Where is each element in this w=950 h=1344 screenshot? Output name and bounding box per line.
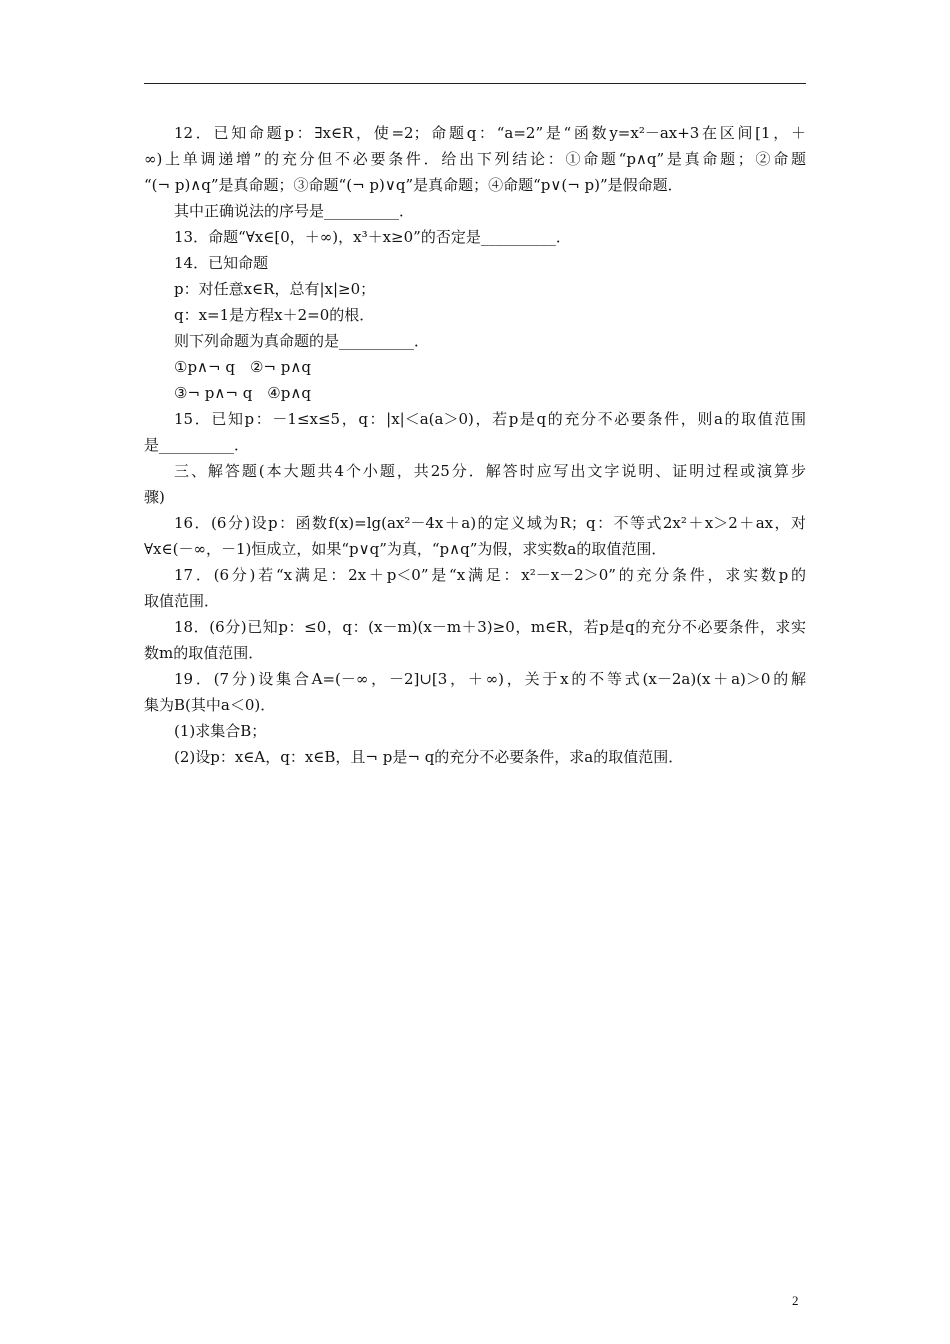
- page-number: 2: [792, 1293, 799, 1308]
- q12-line-2: ∞)上单调递增”的充分但不必要条件．给出下列结论：①命题“p∧q”是真命题；②命题: [144, 150, 806, 168]
- q14-options-2: ③¬ p∧¬ q ④p∧q: [174, 384, 311, 402]
- q19-line-2: 集为B(其中a＜0)．: [144, 696, 276, 714]
- q12-line-1: 12．已知命题p：∃x∈R，使=2；命题q：“a=2”是“函数y=x²－ax+3在区间[1，＋: [174, 124, 806, 142]
- section-heading-line-2: 骤): [144, 488, 165, 506]
- document-body: [144, 120, 806, 770]
- q16-line-2: ∀x∈(－∞，－1)恒成立，如果“p∨q”为真，“p∧q”为假，求实数a的取值范围．: [144, 540, 667, 558]
- q18-line-2: 数m的取值范围．: [144, 644, 264, 662]
- q14-line-1: 14．已知命题: [174, 254, 269, 272]
- q14-line-4: 则下列命题为真命题的是__________．: [174, 332, 430, 350]
- q19-line-1: 19．(7分)设集合A=(－∞，－2]∪[3，＋∞)，关于x的不等式(x－2a)(x＋a)＞0的解: [174, 670, 806, 688]
- q14-options-1: ①p∧¬ q ②¬ p∧q: [174, 358, 311, 376]
- q17-line-1: 17．(6分)若“x满足：2x＋p＜0”是“x满足：x²－x－2＞0”的充分条件，求实数p的: [174, 566, 806, 584]
- section-heading-line-1: 三、解答题(本大题共4个小题，共25分．解答时应写出文字说明、证明过程或演算步: [174, 462, 806, 480]
- q16-line-1: 16．(6分)设p：函数f(x)=lg(ax²－4x＋a)的定义域为R；q：不等式2x²＋x＞2＋ax，对: [174, 514, 806, 532]
- q13-line: 13．命题“∀x∈[0，＋∞)，x³＋x≥0”的否定是__________．: [174, 228, 571, 246]
- q12-line-4: 其中正确说法的序号是__________．: [174, 202, 415, 220]
- q19-part-1: (1)求集合B；: [174, 722, 267, 740]
- q14-line-2: p：对任意x∈R，总有|x|≥0；: [174, 280, 376, 298]
- q14-line-3: q：x=1是方程x＋2=0的根．: [174, 306, 375, 324]
- q12-line-3: “(¬ p)∧q”是真命题；③命题“(¬ p)∨q”是真命题；④命题“p∨(¬ p)”是假命题．: [144, 176, 683, 194]
- q19-part-2: (2)设p：x∈A，q：x∈B，且¬ p是¬ q的充分不必要条件，求a的取值范围．: [174, 748, 684, 766]
- q15-line-1: 15．已知p：－1≤x≤5，q：|x|＜a(a＞0)，若p是q的充分不必要条件，则a的取值范围: [174, 410, 806, 428]
- q15-line-2: 是__________．: [144, 436, 250, 454]
- q18-line-1: 18．(6分)已知p：≤0，q：(x－m)(x－m＋3)≥0，m∈R，若p是q的充分不必要条件，求实: [174, 618, 806, 636]
- q17-line-2: 取值范围．: [144, 592, 220, 610]
- header-rule: [144, 83, 806, 84]
